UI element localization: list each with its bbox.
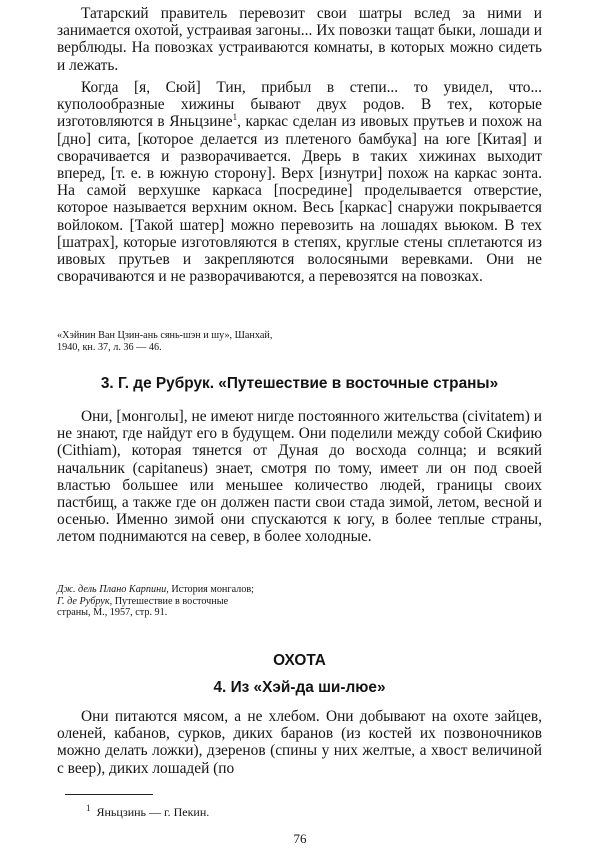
source2-line1 bbox=[57, 584, 542, 596]
source-citation-1 bbox=[57, 330, 542, 353]
source2-title2: Путешествие в восточные bbox=[114, 595, 229, 607]
section4-heading-wrap bbox=[57, 679, 542, 697]
section3-heading: 3. Г. де Рубрук. «Путешествие в восточные страны» bbox=[100, 375, 499, 392]
source2-line3: страны, М., 1957, стр. 91. bbox=[57, 607, 168, 618]
source1-line2: 1940, кн. 37, л. 36 — 46. bbox=[57, 341, 162, 353]
yurt-paragraph-part2: , каркас сделан из ивовых прутьев и похож на [дно] сита, [которое делается из плетеного бамбука] на юге [Китая] и сворачивается и разворачивается. Дверь в таких хижинах выходит вперед, [т. е. в южную сторону]. Верх [изнутри] похож на каркас зонта. На самой верхушке каркаса [посредине] проделывается отверстие, которое называется верхним окном. Весь [каркас] снаружи покрывается войлоком. [Такой шатер] можно перевозить на лошадях вьюком. В тех [шатрах], которые изготовляются в степях, круглые стены сплетаются из ивовых прутьев и закрепляются волосяными веревками. Они не сворачиваются и не разворачиваются, а перевозятся на повозках. bbox=[57, 113, 542, 286]
footnote-divider bbox=[65, 794, 153, 795]
yurt-description-block bbox=[57, 79, 542, 285]
page-number: 76 bbox=[293, 831, 307, 846]
yurt-paragraph bbox=[57, 79, 542, 285]
source2-author1: Дж. дель Плано Карпини, bbox=[57, 584, 169, 595]
intro-block bbox=[57, 5, 542, 74]
section4-heading: 4. Из «Хэй-да ши-люе» bbox=[213, 679, 386, 696]
footnote-number: 1 bbox=[86, 803, 91, 813]
section3-heading-wrap bbox=[57, 375, 542, 393]
source2-title1: История монгалов; bbox=[171, 584, 254, 595]
intro-paragraph: Татарский правитель перевозит свои шатры вслед за ними и занимается охотой, устраивая загоны... Их повозки тащат быки, лошади и верблюды. На повозках устраиваются комнаты, в которых можно сидеть и лежать. bbox=[57, 5, 542, 74]
source1-line1: «Хэйнин Ван Цзин-ань сянь-шэн и шу», Шанхай, bbox=[57, 330, 273, 341]
yurt-paragraph-part1: Когда [я, Сюй] Тин, прибыл в степи... то увидел, что... куполообразные хижины бывают двух родов. В тех, которые изготовляются в Яньцзине bbox=[57, 79, 542, 131]
footnote bbox=[86, 805, 209, 820]
source-citation-2 bbox=[57, 584, 542, 619]
source2-author2: Г. де Рубрук, bbox=[57, 595, 113, 607]
hunting-heading-wrap bbox=[57, 652, 542, 670]
source2-line2 bbox=[57, 596, 542, 608]
section4-paragraph: Они питаются мясом, а не хлебом. Они добывают на охоте зайцев, оленей, кабанов, сурков, диких баранов (из костей их позвоночников можно делать ложки), дзеренов (спины у них желтые, а хвост величиной с веер), диких лошадей (по bbox=[57, 708, 542, 777]
section3-paragraph: Они, [монголы], не имеют нигде постоянного жительства (civitatem) и не знают, где найдут его в будущем. Они поделили между собой Скифию (Cithiam), которая тянется от Дуная до восхода солнца; и всякий начальник (capitaneus) знает, смотря по тому, имеет ли он под своей властью большее или меньшее количество людей, границы своих пастбищ, а также где он должен пасти свои стада зимой, летом, весной и осенью. Именно зимой они спускаются к югу, в более теплые страны, летом поднимаются на север, в более холодные. bbox=[57, 408, 542, 546]
footnote-marker: 1 bbox=[232, 112, 238, 123]
section4-block bbox=[57, 708, 542, 777]
section3-block bbox=[57, 408, 542, 546]
footnote-text: Яньцзинь — г. Пекин. bbox=[96, 805, 210, 819]
hunting-heading: ОХОТА bbox=[273, 652, 326, 669]
